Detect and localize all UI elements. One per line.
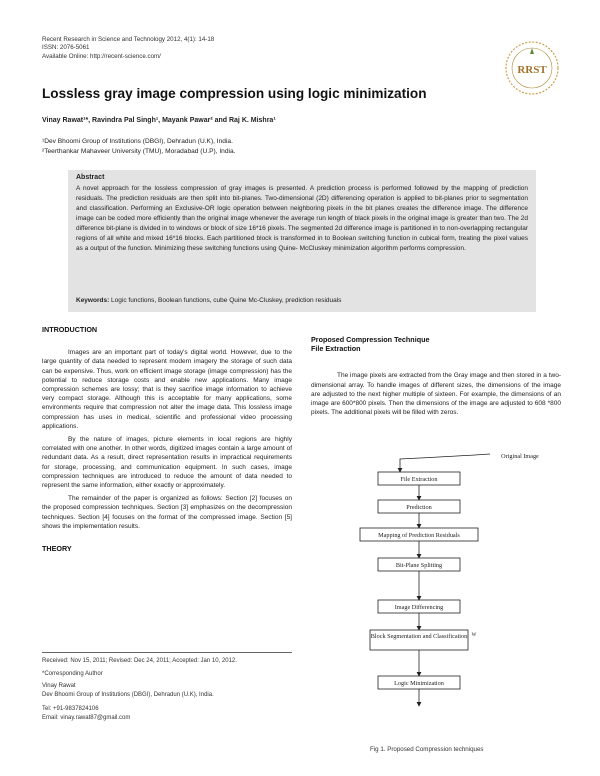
authors: Vinay Rawat¹*, Ravindra Pal Singh¹, Mayank Pawar² and Raj K. Mishra¹ <box>42 117 276 124</box>
step-label-4: Bit-Plane Splitting <box>395 562 443 569</box>
affiliation-2: ²Teerthankar Mahaveer University (TMU), Moradabad (U.P), India. <box>42 147 236 155</box>
subsection-heading-file-extraction: File Extraction <box>311 344 361 354</box>
logo-text: RRST <box>517 64 547 76</box>
step-label-5: Image Differencing <box>394 604 444 611</box>
keywords-label: Keywords: <box>76 297 110 304</box>
journal-url: Available Online: http://recent-science.com/ <box>42 52 161 60</box>
step-label-7: Logic Minimization <box>394 680 444 687</box>
step-label-3: Mapping of Prediction Residuals <box>378 532 460 539</box>
journal-logo <box>504 40 560 96</box>
journal-citation: Recent Research in Science and Technology 2012, 4(1): 14-18 <box>42 36 215 43</box>
original-image-label: Original Image <box>501 453 539 460</box>
step-label-1: File Extraction <box>400 476 438 483</box>
section-heading-compression: Proposed Compression Technique <box>311 335 430 344</box>
footnote-rule <box>42 652 292 653</box>
affiliations <box>42 137 235 156</box>
corresponding-author-phone: Tel: +91-9837824106 <box>42 706 99 713</box>
intro-heading: INTRODUCTION <box>42 325 98 334</box>
step-label-2: Prediction <box>406 504 432 511</box>
corresponding-author-name: Vinay Rawat <box>42 683 76 690</box>
side-mark: W <box>471 633 477 638</box>
journal-issn: ISSN: 2076-5061 <box>42 44 90 52</box>
intro-paragraph-3: The remainder of the paper is organized as follows: Section [2] focuses on the proposed compression techniques. Section [3] emphasizes on the decompression techniques. Section [4] focuses on the format of the compressed image. Section [5] shows the implementation results. <box>42 495 292 530</box>
left-column <box>42 325 292 553</box>
keywords-text: Logic functions, Boolean functions, cube Quine Mc-Cluskey, prediction residuals <box>109 297 342 304</box>
keywords <box>76 297 528 304</box>
step-label-6 <box>371 633 467 640</box>
figure-caption: Fig 1. Proposed Compression techniques <box>370 746 484 753</box>
intro-paragraph-2: By the nature of images, picture elements in local regions are highly correlated with one another. In other words, digitized images contain a large amount of redundant data. As a result, direct representation results in impractical requirements for storage, processing, and communication equipment. In such cases, image compression techniques are introduced to reduce the amount of data needed to represent the same information, either exactly or approximately. <box>42 436 292 490</box>
file-extraction-paragraph: The image pixels are extracted from the Gray image and then stored in a two-dimensional array. To handle images of different sizes, the dimensions of the image are adjusted to the next higher multiple of sixteen. For example, the dimensions of an image are 600*800 pixels. Then the dimensions of the image are adjusted to 608 *800 pixels. The additional pixels will be filled with zeros. <box>311 372 561 417</box>
step-label-6-line: Block Segmentation and Classification <box>370 633 468 640</box>
received-dates: Received: Nov 15, 2011; Revised: Dec 24, 2011; Accepted: Jan 10, 2012. <box>42 658 237 664</box>
corresponding-author-label: *Corresponding Author <box>42 670 103 677</box>
intro-paragraph-1: Images are an important part of today's digital world. However, due to the large quantity of data needed to represent modern imagery the storage of such data can be expensive. Thus, work on efficient image storage (image compression) has the potential to reduce storage costs and enable new applications. Many image compression schemes are lossy; that is they sacrifice image information to achieve very compact storage. Although this is acceptable for many applications, some environments require that compression not alter the image data. This lossless image compression has uses in medical, scientific and professional video processing applications. <box>42 349 292 430</box>
corresponding-author-affiliation: Dev Bhoomi Group of Institutions (DBGI), Dehradun (U.K), India. <box>42 691 214 698</box>
compression-flowchart <box>350 450 565 735</box>
paper-title: Lossless gray image compression using logic minimization <box>42 86 427 101</box>
affiliation-1: ¹Dev Bhoomi Group of Institutions (DBGI), Dehradun (U.K), India. <box>42 138 233 145</box>
abstract-heading: Abstract <box>76 174 105 181</box>
right-column <box>311 335 561 417</box>
journal-info <box>42 36 214 61</box>
footnotes <box>42 657 292 723</box>
corresponding-author-email: Email: vinay.rawat87@gmail.com <box>42 714 131 721</box>
input-arrow <box>400 454 490 472</box>
abstract-text: A novel approach for the lossless compression of gray images is presented. A prediction process is performed followed by the mapping of prediction residuals. The prediction residuals are then split into bit-planes. Two-dimensional (2D) differencing operation is applied to bit-planes prior to segmentation and classification. Performing an Exclusive-OR logic operation between neighboring pixels in the bit planes creates the difference image. The difference image can be coded more efficiently than the original image whenever the average run length of black pixels in the original image is greater than two. The 2d difference bit-plane is divided in to windows or block of size 16*16 pixels. The segmented 2d difference image is partitioned in to non-overlapping rectangular regions of all white and mixed 16*16 blocks. Each partitioned block is transformed in to Boolean switching function in cubical form, treating the pixel values as a output of the function. Minimizing these switching functions using Quine- McCluskey minimization algorithm performs compression. <box>76 185 528 252</box>
theory-heading: THEORY <box>42 544 72 554</box>
